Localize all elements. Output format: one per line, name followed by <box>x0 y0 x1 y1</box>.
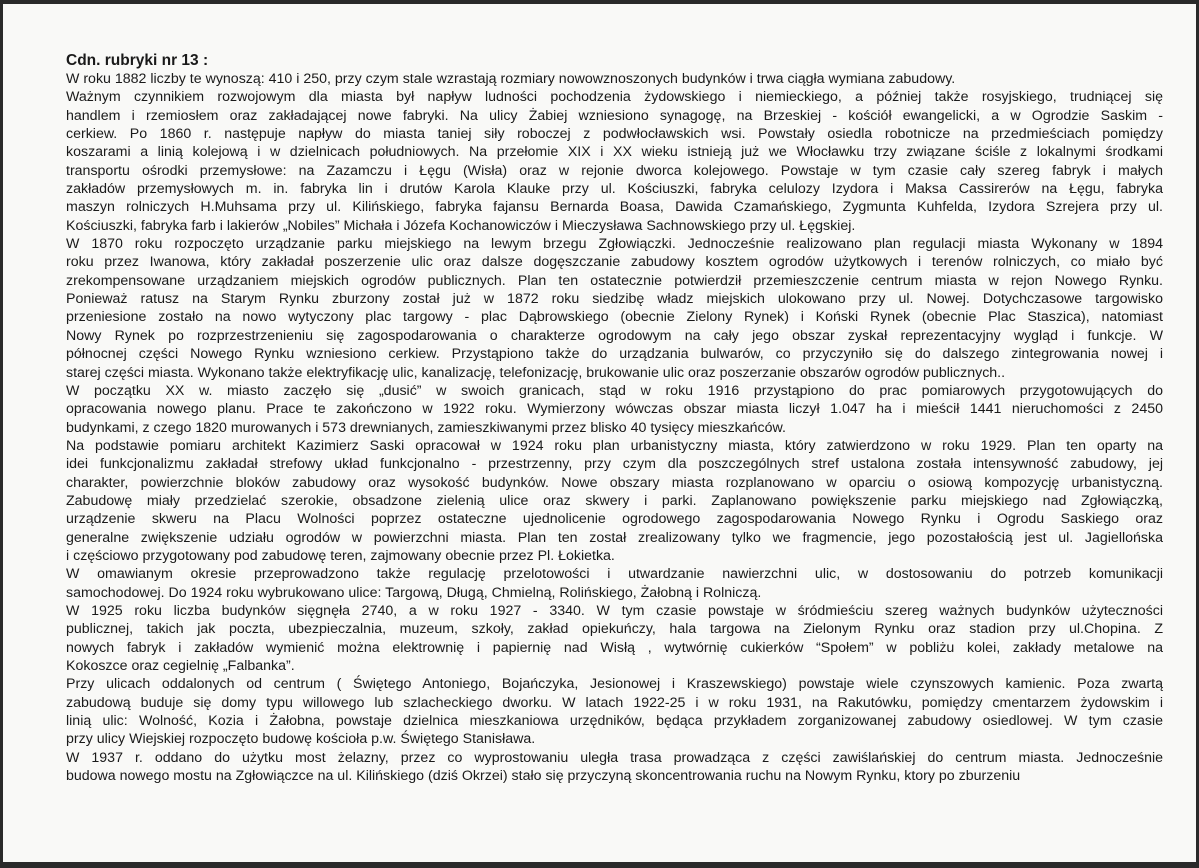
text-line: publicznej, takich jak poczta, ubezpieczalnia, muzeum, szkoły, zakład opiekuńczy, hala targowa na Zielonym Rynku oraz stadion przy ul.Chopina. Z <box>66 621 1163 638</box>
text-line: W 1925 roku liczba budynków sięgnęła 2740, a w roku 1927 - 3340. W tym czasie powstaje w śródmieściu szereg ważnych budynków użyteczności <box>66 602 1163 619</box>
text-line: zrekompensowane urządzaniem miejskich ogrodów publicznych. Plan ten ostatecznie potwierdził przemieszczenie centrum miasta w rejon Nowego Rynku. <box>66 272 1163 289</box>
text-line: linią ulic: Wolność, Kozia i Żałobna, powstaje dzielnica mieszkaniowa urzędników, będąca przykładem zorganizowanej zabudowy osiedlowej. W tym czasie <box>66 713 1163 730</box>
scanned-page <box>3 4 1196 862</box>
text-line: budynkami, z czego 1820 murowanych i 573 drewnianych, zamieszkiwanymi przez blisko 40 tysięcy mieszkańców. <box>66 419 786 436</box>
document-body <box>66 51 1163 785</box>
text-line: handlem i rzemiosłem oraz zakładającej nowe fabryki. Na ulicy Żabiej wzniesiono synagogę, na Brzeskiej - kościół ewangelicki, a w Ogrodzie Saskim - <box>66 107 1163 124</box>
text-line: Kokoszce oraz cegielnię „Falbanka”. <box>66 658 295 674</box>
text-line: zabudową buduje się domy typu willowego lub szlacheckiego dworku. W latach 1922-25 i w roku 1931, na Rakutówku, pomiędzy cmentarzem żydowskim i <box>66 694 1163 711</box>
document-heading: Cdn. rubryki nr 13 : <box>66 52 209 69</box>
text-line: budowa nowego mostu na Zgłowiączce na ul. Kilińskiego (dziś Okrzei) stało się przyczyną skoncentrowania ruchu na Nowym Rynku, ktory po zburzeniu <box>66 768 1021 785</box>
text-line: W omawianym okresie przeprowadzono także regulację przelotowości i utwardzanie nawierzchni ulic, w dostosowaniu do potrzeb komunikacji <box>66 566 1163 583</box>
text-line: Kościuszki, fabryka farb i lakierów „Nobiles” Michała i Józefa Kochanowiczów i Mieczysława Sachnowskiego przy ul. Łęgskiej. <box>66 217 856 234</box>
text-line: idei funkcjonalizmu zakładał strefowy układ funkcjonalno - przestrzenny, przy czym dla poszczególnych stref ustalona została intensywność zabudowy, jej <box>66 456 1163 473</box>
text-line: Ponieważ ratusz na Starym Rynku zburzony został już w 1872 roku siedzibę władz miejskich ulokowano przy ul. Nowej. Dotychczasowe targowisko <box>66 291 1163 308</box>
text-line: Ważnym czynnikiem rozwojowym dla miasta był napływ ludności pochodzenia żydowskiego i niemieckiego, a później także rosyjskiego, trudniącej się <box>66 89 1163 106</box>
text-line: generalne zwiększenie udziału ogrodów w powierzchni miasta. Plan ten został zrealizowany tylko we fragmencie, jego pozostałością jest ul. Jagiellońska <box>66 529 1163 546</box>
text-line: W początku XX w. miasto zaczęło się „dusić” w swoich granicach, stąd w roku 1916 przystąpiono do prac pomiarowych przygotowujących do <box>66 382 1163 399</box>
text-line: przy ulicy Wiejskiej rozpoczęto budowę kościoła p.w. Świętego Stanisława. <box>66 731 536 748</box>
text-line: W 1870 roku rozpoczęto urządzanie parku miejskiego na lewym brzegu Zgłowiączki. Jednocześnie realizowano plan regulacji miasta Wykonany w 1894 <box>66 236 1163 253</box>
paragraph-lines <box>66 70 1163 785</box>
text-line: i częściowo przygotowany pod zabudowę teren, zajmowany obecnie przez Pl. Łokietka. <box>66 547 615 564</box>
text-line: Na podstawie pomiaru architekt Kazimierz Saski opracował w 1924 roku plan urbanistyczny miasta, który zatwierdzono w roku 1929. Plan ten oparty na <box>66 437 1163 454</box>
text-line: charakter, powierzchnie bloków zabudowy oraz wysokość budynków. Nowe obszary miasta rozplanowano w oparciu o osiową kompozycję urbanistyczną. <box>66 474 1163 491</box>
text-line: Zabudowę miały przedzielać szerokie, obsadzone zielenią ulice oraz skwery i parki. Zaplanowano powiększenie parku miejskiego nad Zgłowiączką, <box>66 492 1163 509</box>
text-line: koszarami a linią kolejową i w dzielnicach południowych. Na przełomie XIX i XX wieku istnieją już we Włocławku trzy związane ściśle z lokalnymi środkami <box>66 144 1163 161</box>
text-line: W 1937 r. oddano do użytku most żelazny, przez co wyprostowaniu uległa trasa prowadząca z części zawiślańskiej do centrum miasta. Jednocześnie <box>66 749 1163 766</box>
text-line: nowych fabryk i zakładów wymienić można elektrownię i papiernię nad Wisłą , wytwórnię cukierków “Społem” w pobliżu kolei, zakłady metalowe na <box>66 639 1163 656</box>
text-line: urządzenie skweru na Placu Wolności poprzez ostateczne ujednolicenie ogrodowego zagospodarowania Nowego Rynku i Ogrodu Saskiego oraz <box>66 511 1163 528</box>
text-line: roku przez Iwanowa, który zakładał poszerzenie ulic oraz dalsze dogęszczanie zabudowy kosztem ogrodów użytkowych i terenów rolniczych, co miało być <box>66 254 1163 271</box>
text-line: cerkiew. Po 1860 r. następuje napływ do miasta taniej siły roboczej z podwłocławskich wsi. Powstały osiedla robotnicze na przedmieściach pomiędzy <box>66 126 1163 143</box>
text-line: Nowy Rynek po rozprzestrzenieniu się zagospodarowania o charakterze ogrodowym na cały jego obszar zyskał reprezentacyjny wygląd i funkcje. W <box>66 327 1163 344</box>
text-line: maszyn rolniczych H.Muhsama przy ul. Kilińskiego, fabryka fajansu Bernarda Boasa, Dawida Czamańskiego, Zygmunta Kuhfelda, Izydora Szrejera przy ul. <box>66 199 1163 216</box>
text-line: starej części miasta. Wykonano także elektryfikację ulic, kanalizację, telefonizację, brukowanie ulic oraz poszerzanie obszarów ogrodów publicznych.. <box>66 364 1006 381</box>
text-line: Przy ulicach oddalonych od centrum ( Świętego Antoniego, Bojańczyka, Jesionowej i Kraszewskiego) powstaje wiele czynszowych kamienic. Poza zwartą <box>66 676 1163 693</box>
text-line: przeniesione zostało na nowo wytyczony plac targowy - plac Dąbrowskiego (obecnie Zielony Rynek) i Koński Rynek (obecnie Plac Staszica), natomiast <box>66 309 1163 326</box>
text-line: północnej części Nowego Rynku wzniesiono cerkiew. Przystąpiono także do urządzania bulwarów, co przyczyniło się do dalszego zintegrowania nowej i <box>66 346 1163 363</box>
text-line: W roku 1882 liczby te wynoszą: 410 i 250, przy czym stale wzrastają rozmiary nowowznoszonych budynków i trwa ciągła wymiana zabudowy. <box>66 71 956 87</box>
text-line: zakładów przemysłowych m. in. fabryka lin i drutów Karola Klauke przy ul. Kościuszki, fabryka celulozy Izydora i Maksa Cassirerów na Łęgu, fabryka <box>66 181 1163 198</box>
text-line: transportu ośrodki przemysłowe: na Zazamczu i Łęgu (Wisła) oraz w rejonie dworca kolejowego. Powstaje w tym czasie cały szereg fabryk i małych <box>66 162 1163 179</box>
text-line: opracowania nowego planu. Prace te zakończono w 1922 roku. Wymierzony wówczas obszar miasta liczył 1.047 ha i mieścił 1441 nieruchomości z 2450 <box>66 401 1163 418</box>
text-line: samochodowej. Do 1924 roku wybrukowano ulice: Targową, Długą, Chmielną, Rolińskiego, Żałobną i Rolniczą. <box>66 584 762 601</box>
